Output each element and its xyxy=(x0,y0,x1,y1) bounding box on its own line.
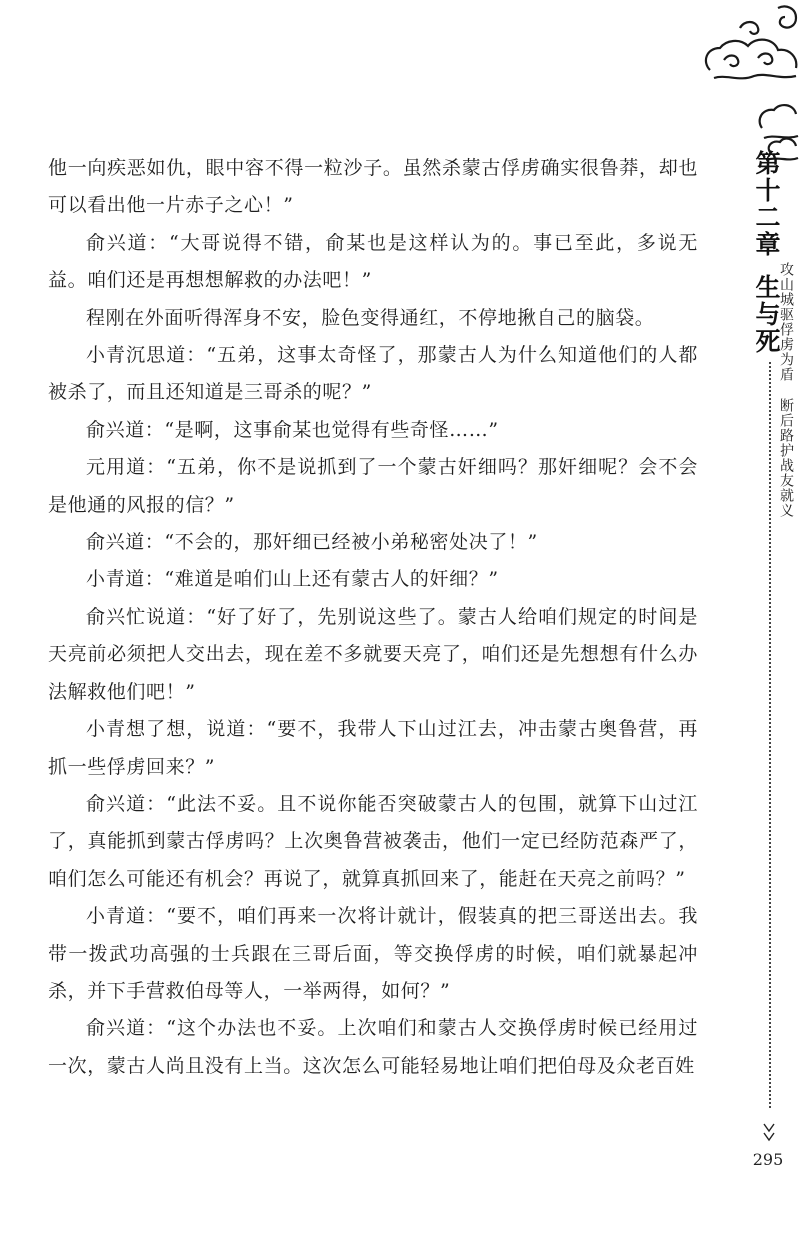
chevron-down-icon xyxy=(760,1121,778,1147)
chapter-title: 生与死 xyxy=(752,274,781,355)
paragraph-6: 元用道：“五弟，你不是说抓到了一个蒙古奸细吗？那奸细呢？会不会是他通的风报的信？” xyxy=(48,456,698,516)
body-text xyxy=(48,150,698,1085)
chapter-subtitle-part2: 断后路护战友就义 xyxy=(778,398,794,518)
paragraph-13: 俞兴道：“这个办法也不妥。上次咱们和蒙古人交换俘虏时候已经用过一次，蒙古人尚且没有上当。这次怎么可能轻易地让咱们把伯母及众老百姓 xyxy=(48,1017,698,1077)
paragraph-3: 程刚在外面听得浑身不安，脸色变得通红，不停地揪自己的脑袋。 xyxy=(86,306,655,329)
paragraph-10: 小青想了想，说道：“要不，我带人下山过江去，冲击蒙古奥鲁营，再抓一些俘虏回来？” xyxy=(48,718,698,778)
dotted-divider xyxy=(769,362,771,1108)
page-number: 295 xyxy=(752,1150,784,1169)
paragraph-1: 他一向疾恶如仇，眼中容不得一粒沙子。虽然杀蒙古俘虏确实很鲁莽，却也可以看出他一片赤子之心！” xyxy=(48,157,698,217)
paragraph-2: 俞兴道：“大哥说得不错，俞某也是这样认为的。事已至此，多说无益。咱们还是再想想解救的办法吧！” xyxy=(48,231,698,292)
paragraph-12: 小青道：“要不，咱们再来一次将计就计，假装真的把三哥送出去。我带一拨武功高强的士兵跟在三哥后面，等交换俘虏的时候，咱们就暴起冲杀，并下手营救伯母等人，一举两得，如何？” xyxy=(48,905,698,1002)
paragraph-4: 小青沉思道：“五弟，这事太奇怪了，那蒙古人为什么知道他们的人都被杀了，而且还知道是三哥杀的呢？” xyxy=(48,344,698,404)
paragraph-8: 小青道：“难道是咱们山上还有蒙古人的奸细？” xyxy=(86,568,499,591)
paragraph-5: 俞兴道：“是啊，这事俞某也觉得有些奇怪……” xyxy=(86,418,499,441)
chapter-subtitle-part1: 攻山城驱俘虏为盾 xyxy=(778,262,794,382)
cloud-ornament xyxy=(700,0,800,190)
paragraph-11: 俞兴道：“此法不妥。且不说你能否突破蒙古人的包围，就算下山过江了，真能抓到蒙古俘虏吗？上次奥鲁营被袭击，他们一定已经防范森严了，咱们怎么可能还有机会？再说了，就算真抓回来了，能赶在天亮之前吗？” xyxy=(48,792,698,890)
chapter-subtitle xyxy=(777,262,795,518)
chapter-number: 第十二章 xyxy=(752,150,781,258)
paragraph-7: 俞兴道：“不会的，那奸细已经被小弟秘密处决了！” xyxy=(86,531,538,554)
paragraph-9: 俞兴忙说道：“好了好了，先别说这些了。蒙古人给咱们规定的时间是天亮前必须把人交出去，现在差不多就要天亮了，咱们还是先想想有什么办法解救他们吧！” xyxy=(48,605,698,703)
chapter-heading xyxy=(752,150,780,355)
